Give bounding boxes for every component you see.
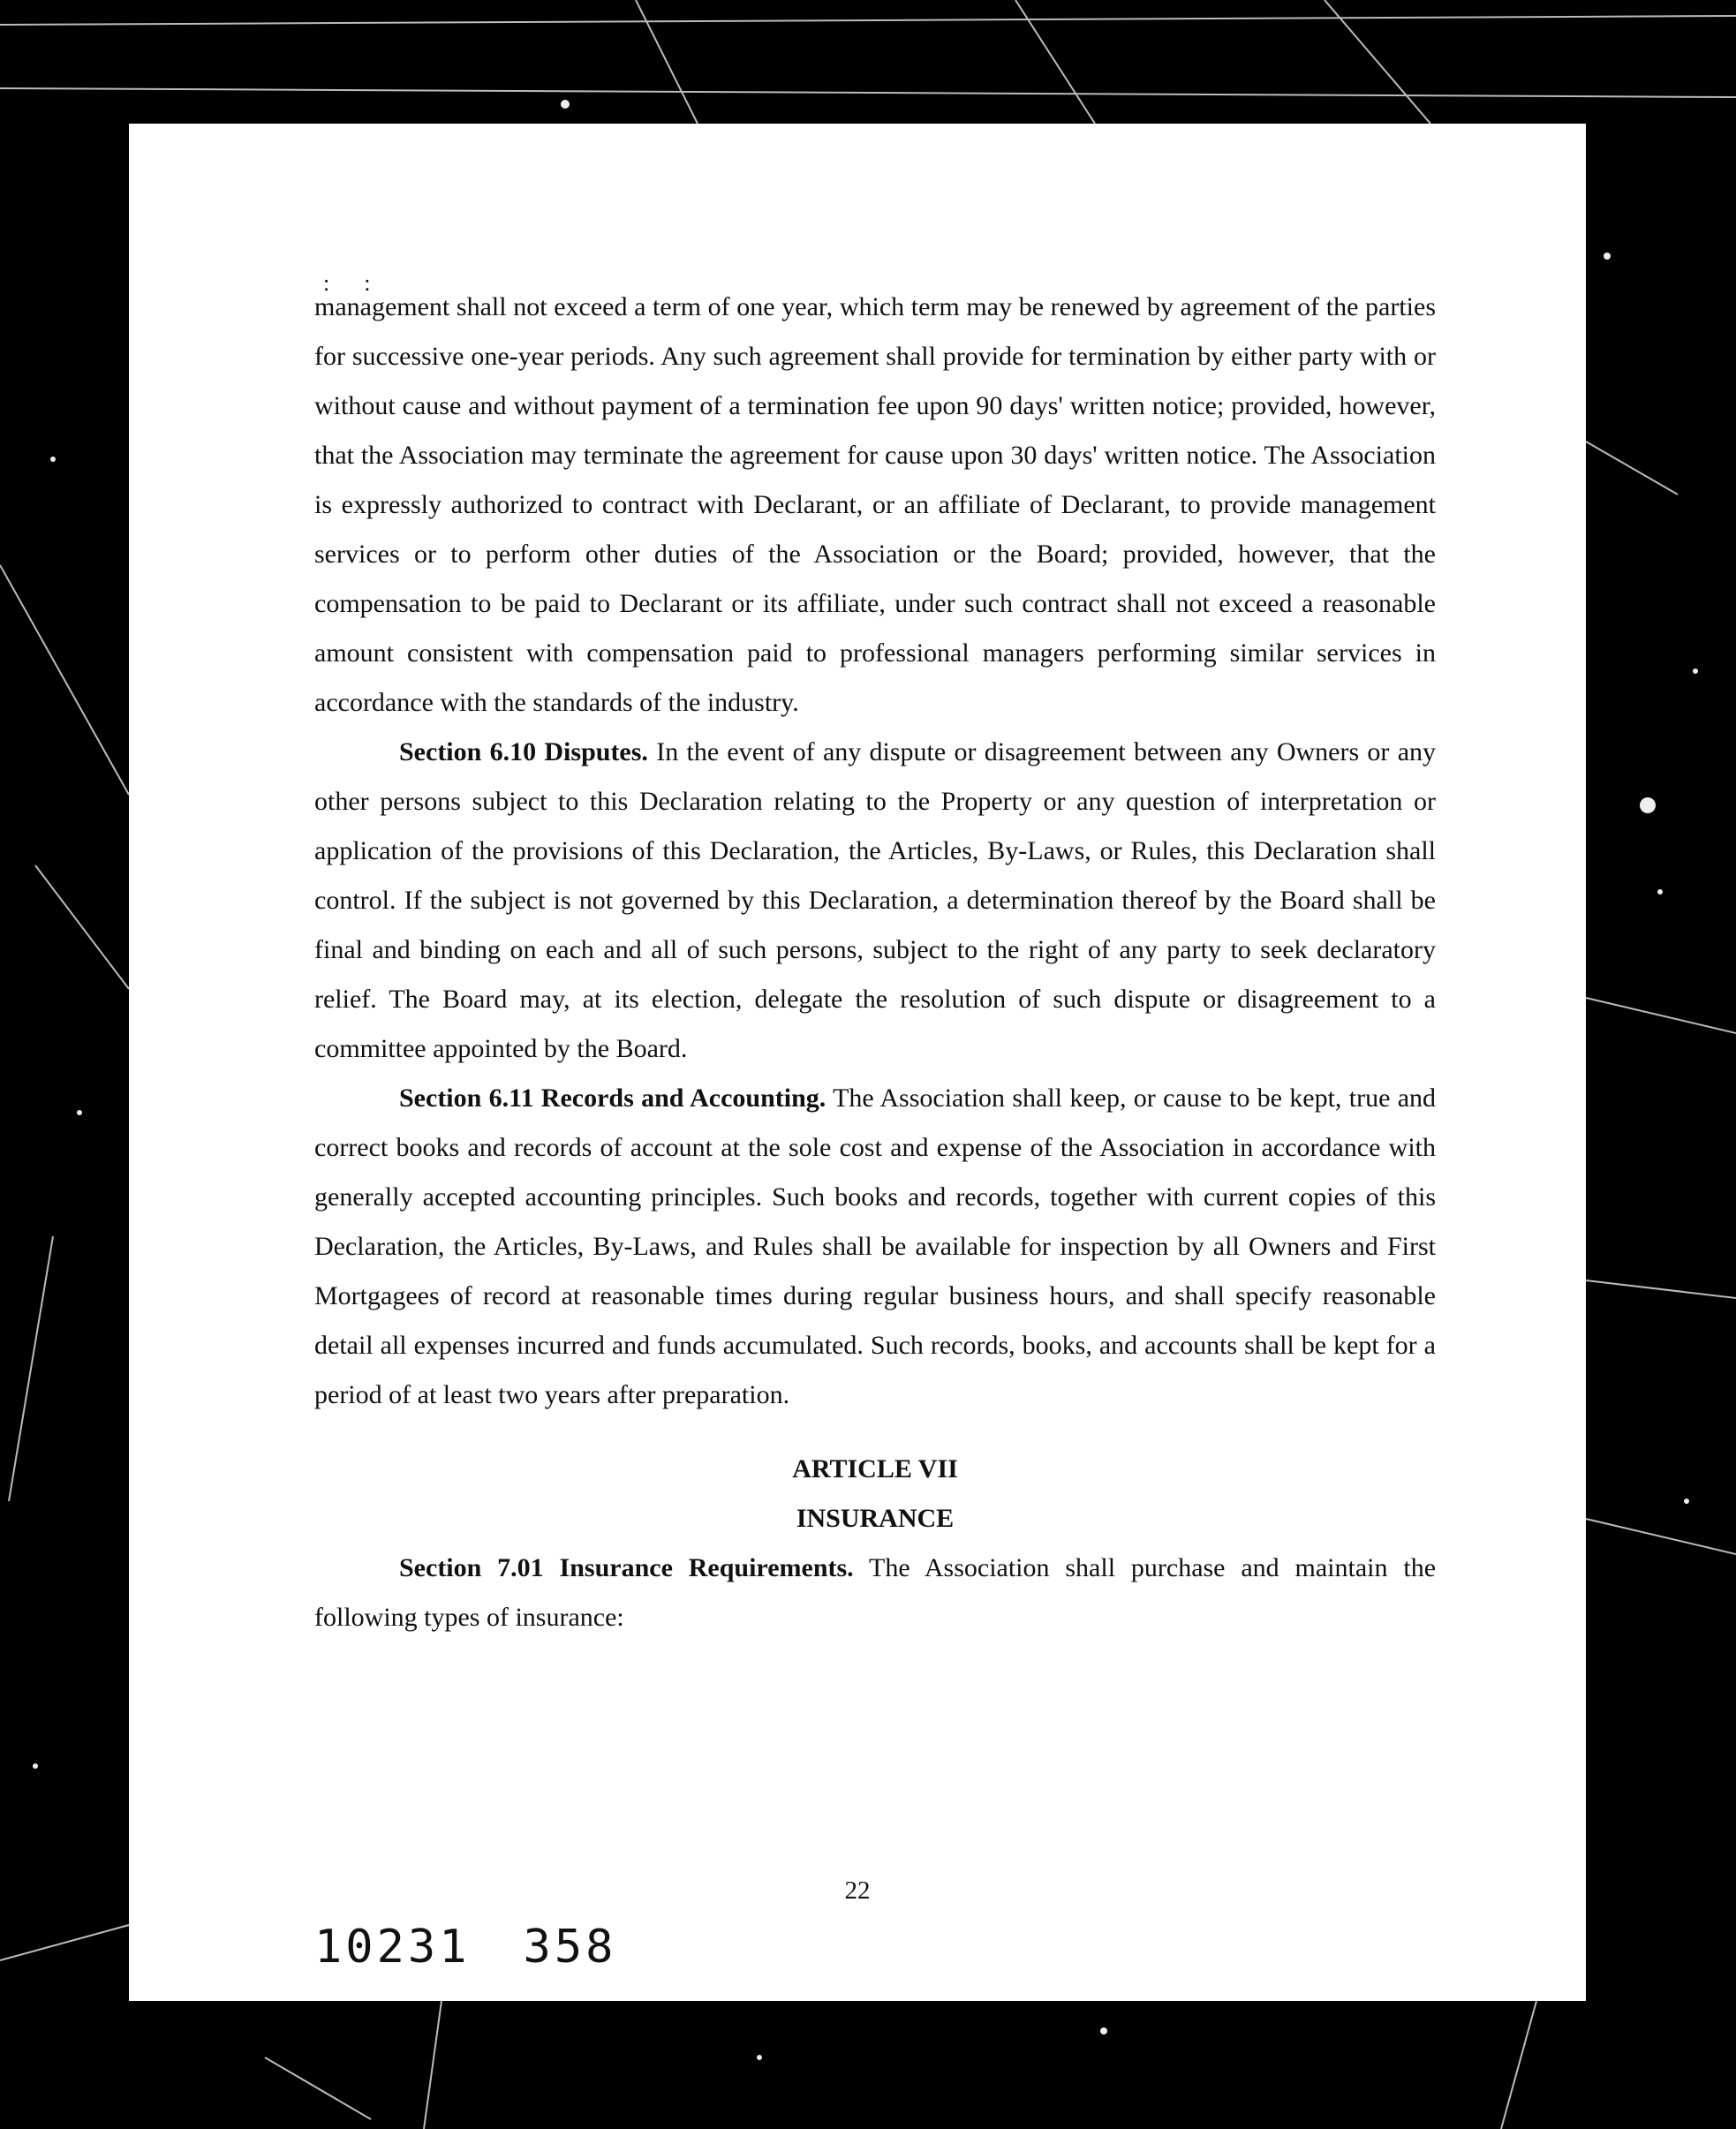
paragraph-section-6-10 [314, 728, 1436, 1074]
paragraph-text: The Association shall keep, or cause to be kept, true and correct books and records of account at the sole cost and expense of the Association in accordance with generally accepted accounting principles. Such books and records, together with current copies of this Declaration, the Articles, By-Laws, and Rules shall be available for inspection by all Owners and First Mortgagees of record at reasonable times during regular business hours, and shall specify reasonable detail all expenses incurred and funds accumulated. Such records, books, and accounts shall be kept for a period of at least two years after preparation. [314, 1083, 1437, 1409]
paragraph-text: management shall not exceed a term of one year, which term may be renewed by agreement of the parties for successive one-year periods. Any such agreement shall provide for termination by either party with or without cause and without payment of a termination fee upon 90 days' written notice; provided, however, that the Association may terminate the agreement for cause upon 30 days' written notice. The Association is expressly authorized to contract with Declarant, or an affiliate of Declarant, to provide management services or to perform other duties of the Association or the Board; provided, however, that the compensation to be paid to Declarant or its affiliate, under such contract shall not exceed a reasonable amount consistent with compensation paid to professional managers performing similar services in accordance with the standards of the industry. [314, 292, 1436, 717]
paragraph-section-7-01 [314, 1544, 1436, 1642]
document-page [129, 124, 1586, 2001]
stamp-page-number: 358 [523, 1921, 617, 1974]
paragraph-text: The Association shall purchase and maintain the following types of insurance: [314, 1553, 1437, 1632]
article-heading [314, 1445, 1436, 1544]
scan-mark-dots: : : [323, 270, 371, 296]
stamp-book-number: 10231 [314, 1921, 471, 1974]
section-heading: Section 6.10 Disputes. [399, 737, 648, 766]
section-heading: Section 6.11 Records and Accounting. [399, 1083, 826, 1113]
recording-stamp [314, 1921, 616, 1974]
paragraph-section-6-11 [314, 1074, 1436, 1420]
document-body [314, 283, 1436, 1642]
page-number: 22 [844, 1876, 871, 1905]
paragraph-text: In the event of any dispute or disagreement between any Owners or any other persons subject to this Declaration relating to the Property or any question of interpretation or application of the provisions of this Declaration, the Articles, By-Laws, or Rules, this Declaration shall control. If the subject is not governed by this Declaration, a determination thereof by the Board shall be final and binding on each and all of such persons, subject to the right of any party to seek declaratory relief. The Board may, at its election, delegate the resolution of such dispute or disagreement to a committee appointed by the Board. [314, 737, 1437, 1063]
paragraph-management-continued [314, 283, 1436, 728]
section-heading: Section 7.01 Insurance Requirements. [399, 1553, 854, 1582]
article-title: INSURANCE [796, 1504, 955, 1533]
article-number: ARTICLE VII [792, 1454, 958, 1484]
